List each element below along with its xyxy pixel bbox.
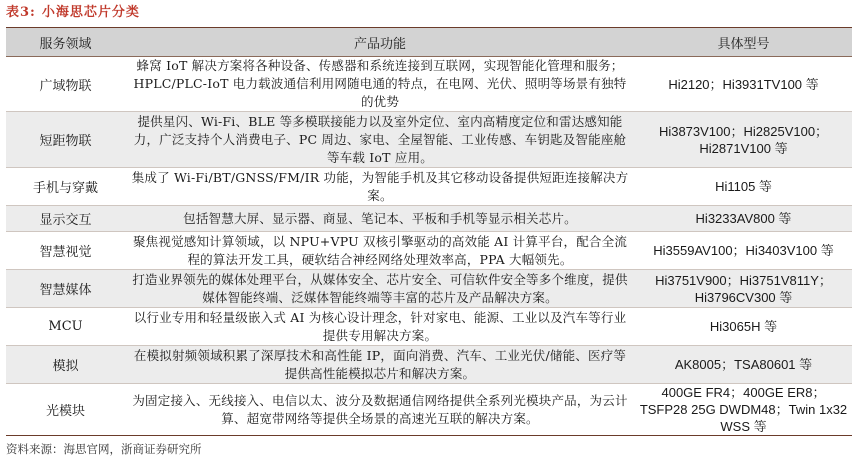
- table-row: [6, 206, 852, 232]
- row-function: 蜂窝 IoT 解决方案将各种设备、传感器和系统连接到互联网，实现智能化管理和服务；HPLC/PLC-IoT 电力载波通信利用网随电通的特点，在电网、光伏、照明等场景有独特的优势: [133, 58, 627, 109]
- row-domain: 广域物联: [39, 78, 92, 94]
- row-function: 为固定接入、无线接入、电信以太、波分及数据通信网络提供全系列光模块产品，为云计算、超宽带网络等提供全场景的高速光互联的解决方案。: [132, 392, 628, 426]
- row-domain: MCU: [48, 319, 83, 334]
- row-model: Hi2120；Hi3931TV100 等: [668, 76, 819, 92]
- chip-classification-table: [6, 27, 852, 436]
- table-row: [6, 308, 852, 346]
- row-domain: 短距物联: [39, 134, 92, 149]
- table-row: [6, 270, 852, 308]
- header-model: 具体型号: [717, 36, 770, 52]
- table-row: [6, 384, 852, 436]
- table-row: [6, 112, 852, 168]
- row-domain: 智慧媒体: [39, 283, 92, 298]
- table-caption: [6, 2, 140, 24]
- row-function: 集成了 Wi-Fi/BT/GNSS/FM/IR 功能，为智能手机及其它移动设备提供短距连接解决方案。: [131, 169, 629, 203]
- row-model: Hi3233AV800 等: [695, 211, 792, 226]
- row-function: 包括智慧大屏、显示器、商显、笔记本、平板和手机等显示相关芯片。: [183, 210, 577, 226]
- row-model: AK8005；TSA80601 等: [674, 357, 813, 372]
- row-domain: 智慧视觉: [39, 245, 92, 260]
- row-function: 打造业界领先的媒体处理平台，从媒体安全、芯片安全、可信软件安全等多个维度，提供媒体智能终端、泛媒体智能终端等丰富的芯片及产品解决方案。: [132, 271, 628, 305]
- row-function: 提供星闪、Wi-Fi、BLE 等多模联接能力以及室外定位、室内高精度定位和雷达感知能力，广泛支持个人消费电子、PC 周边、家电、全屋智能、工业传感、车钥匙及智能座舱等车载 IoT 应用。: [133, 113, 627, 165]
- row-model: 400GE FR4；400GE ER8；TSFP28 25G DWDM48；Twin 1x32 WSS 等: [639, 385, 848, 434]
- table-row: [6, 232, 852, 270]
- header-function: 产品功能: [353, 36, 406, 52]
- table-row: [6, 57, 852, 112]
- row-function: 聚焦视觉感知计算领域，以 NPU+VPU 双核引擎驱动的高效能 AI 计算平台，配合全流程的算法开发工具，硬软结合神经网络处理效率高，PPA 大幅领先。: [132, 233, 628, 267]
- caption-title: 小海思芯片分类: [41, 5, 140, 20]
- caption-label: 表3:: [6, 5, 36, 20]
- row-model: Hi3751V900；Hi3751V811Y；Hi3796CV300 等: [655, 272, 832, 305]
- row-function: 以行业专用和轻量级嵌入式 AI 为核心设计理念，针对家电、能源、工业以及汽车等行业提供专用解决方案。: [133, 309, 627, 343]
- header-domain: 服务领域: [39, 36, 92, 52]
- row-domain: 显示交互: [39, 213, 92, 228]
- row-domain: 光模块: [45, 404, 85, 419]
- row-domain: 模拟: [52, 359, 79, 374]
- row-model: Hi3559AV100；Hi3403V100 等: [653, 243, 834, 258]
- row-domain: 手机与穿戴: [32, 181, 98, 196]
- table-row: [6, 168, 852, 206]
- row-function: 在模拟射频领域积累了深厚技术和高性能 IP，面向消费、汽车、工业光伏/储能、医疗等提供高性能模拟芯片和解决方案。: [133, 347, 627, 381]
- row-model: Hi1105 等: [715, 179, 772, 194]
- source-note: 资料来源：海思官网，浙商证券研究所: [6, 442, 202, 456]
- row-model: Hi3873V100；Hi2825V100；Hi2871V100 等: [658, 123, 829, 156]
- table-row: [6, 346, 852, 384]
- row-model: Hi3065H 等: [709, 319, 778, 334]
- table-header-row: [6, 28, 852, 57]
